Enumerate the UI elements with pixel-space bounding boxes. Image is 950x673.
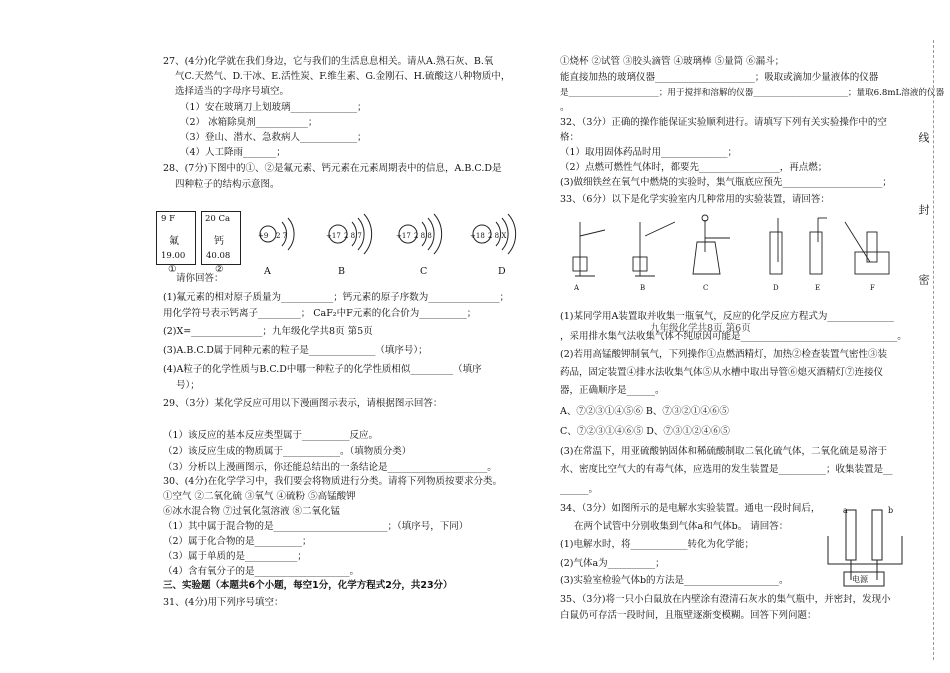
q32-line: (3)做细铁丝在氧气中燃烧的实验时，集气瓶底应预先_____________________；	[560, 177, 892, 188]
q32-line: 格：	[560, 132, 580, 143]
q27-line: （3）登山、潜水、急救病人____________；	[180, 132, 367, 143]
q33-intro: 33、（6分）以下是化学实验室内几种常用的实验装置，请回答：	[560, 194, 830, 205]
card-index: ②	[215, 264, 224, 275]
q33-line: 水、密度比空气大的有毒气体，应选用的发生装置是__________；收集装置是__	[560, 464, 893, 475]
atom-b-label: B	[338, 266, 345, 277]
atom-d-label: D	[498, 266, 506, 277]
q28-line: 号）；	[176, 380, 200, 391]
q34-line: (1)电解水时，将____________转化为化学能；	[560, 539, 754, 550]
atom-c-shells: 2 8 8	[414, 232, 432, 240]
q31-line: 是_____________________；用于搅拌和溶解的仪器______________________；量取6.8mL溶液的仪器	[560, 88, 945, 98]
q30-line: 30、(4分)在化学学习中，我们要会将物质进行分类。请将下列物质按要求分类。	[163, 476, 503, 487]
lab-apparatus-figure	[565, 212, 905, 282]
element-name: 氟	[169, 236, 179, 247]
q30-line: （4）含有氧分子的是____________________。	[163, 566, 360, 577]
q27-line: （4）人工降雨_______；	[180, 147, 286, 158]
q33-line: ，采用排水集气法收集气体不纯原因可能是_________________________________。	[560, 331, 907, 342]
q34-line: 34、（3分）如图所示的是电解水实验装置。通电一段时间后，	[560, 503, 821, 514]
atom-c-nucleus: +17	[396, 232, 411, 240]
q29-line: （2）该反应生成的物质属于____________。（填物质分类）	[163, 446, 412, 457]
atom-b-shells: 2 8 7	[344, 232, 362, 240]
gas-a-label: a	[843, 506, 848, 515]
q31-line: 。	[560, 102, 570, 113]
q27-line: 气C.天然气、D.干冰、E.活性炭、F.维生素、G.金刚石、H.硫酸这八种物质中，	[175, 71, 511, 82]
q28-line: (1)氟元素的相对原子质量为___________；钙元素的原子序数为_______________；	[163, 292, 509, 303]
atom-c-label: C	[420, 266, 428, 277]
atomic-mass: 19.00	[161, 251, 186, 261]
element-card-calcium	[201, 211, 241, 265]
q33-option: A、⑦②③①④⑤⑥ B、⑦③②①④⑥⑤	[560, 406, 729, 417]
power-source-label: 电源	[852, 575, 868, 584]
binding-line	[933, 40, 935, 660]
q30-line: （2）属于化合物的是__________；	[163, 536, 312, 547]
q33-line: (1)某同学用A装置取并收集一瓶氧气，反应的化学反应方程式为______________	[560, 311, 894, 322]
atom-d-nucleus: +18	[470, 232, 485, 240]
q33-line: ______。	[560, 484, 599, 495]
q35-line: 35、（3分)将一只小白鼠放在内壁涂有澄清石灰水的集气瓶中，并密封，发现小	[560, 594, 891, 605]
apparatus-label: C	[703, 284, 709, 292]
gas-b-label: b	[888, 506, 894, 515]
q28-line: 28、(7分)下图中的①、②是氟元素、钙元素在元素周期表中的信息，A.B.C.D是	[163, 163, 502, 174]
q31-line: 能直接加热的玻璃仪器_____________________；吸取或滴加少量液体的仪器	[560, 72, 879, 83]
binding-label-line: 线	[917, 132, 930, 143]
atomic-number: 9 F	[161, 214, 176, 224]
q27-line: （2） 冰箱除臭剂___________；	[180, 117, 318, 128]
apparatus-label: F	[870, 284, 875, 292]
atom-a-label: A	[264, 266, 271, 277]
q28-line: (3)A.B.C.D属于同种元素的粒子是______________（填序号）；	[163, 345, 428, 356]
q33-line: (3)在常温下，用亚硫酸钠固体和稀硫酸制取二氧化硫气体，二氧化硫是易溶于	[560, 446, 887, 457]
q28-prompt: 请你回答：	[176, 273, 224, 284]
page-footer-5: 九年级化学共8页 第5页	[272, 326, 373, 337]
section-heading: 三、实验题（本题共6个小题，每空1分，化学方程式2分，共23分）	[163, 580, 453, 591]
q30-line: ⑥冰水混合物 ⑦过氧化氢溶液 ⑧二氧化锰	[163, 506, 341, 517]
q31-intro: 31、(4分)用下列序号填空：	[163, 597, 284, 608]
q27-line: （1）安在玻璃刀上划玻璃______________；	[180, 102, 367, 113]
binding-label-secret: 密	[917, 274, 930, 285]
q34-line: (3)实验室检验气体b的方法是____________________。	[560, 575, 789, 586]
apparatus-label: D	[773, 284, 779, 292]
q33-line: 药品，固定装置④排水法收集气体⑤从水槽中取出导管⑥熄灭酒精灯⑦连接仪	[560, 367, 884, 378]
q29-line: 29、（3分）某化学反应可用以下漫画图示表示，请根据图示回答：	[163, 398, 443, 409]
apparatus-label: B	[640, 284, 646, 292]
atom-a-shells: 2 7	[276, 232, 288, 240]
page-footer-6: 九年级化学共8页 第6页	[650, 323, 751, 334]
q28-line: 用化学符号表示钙离子_________； CaF₂中F元素的化合价为__________；	[163, 308, 477, 319]
element-name: 钙	[214, 236, 224, 247]
q30-line: ①空气 ②二氧化硫 ③氧气 ④硫粉 ⑤高锰酸钾	[163, 491, 356, 502]
q28-line: (4)A粒子的化学性质与B.C.D中哪一种粒子的化学性质相似_________（填序	[163, 364, 482, 375]
element-card-fluorine	[156, 211, 196, 265]
q32-line: （2）点燃可燃性气体时，都要先_________________，再点燃；	[560, 162, 828, 173]
q27-line: 选择适当的字母序号填空。	[175, 86, 290, 97]
card-index: ①	[168, 264, 177, 275]
atomic-mass: 40.08	[206, 251, 231, 261]
apparatus-label: E	[815, 284, 821, 292]
q31-line: ①烧杯 ②试管 ③胶头滴管 ④玻璃棒 ⑤量筒 ⑥漏斗；	[560, 56, 785, 67]
q33-line: 器，正确顺序是______。	[560, 385, 665, 396]
q28-line: 四种粒子的结构示意图。	[175, 179, 280, 190]
q29-line: （1）该反应的基本反应类型属于__________反应。	[163, 430, 379, 441]
atom-b-nucleus: +17	[326, 232, 341, 240]
apparatus-label: A	[574, 284, 580, 292]
q35-line: 白鼠仍可存活一段时间，且瓶壁逐渐变模糊。回答下列问题：	[560, 610, 817, 621]
q30-line: （1）其中属于混合物的是________________________；（填序号，下同）	[163, 521, 469, 532]
atom-a-nucleus: +9	[258, 232, 269, 240]
q33-option: C、⑦②③①④⑥⑤ D、⑦③①②④⑥⑤	[560, 426, 730, 437]
q30-line: （3）属于单质的是___________；	[163, 551, 307, 562]
q29-line: （3）分析以上漫画图示，你还能总结出的一条结论是_____________________。	[163, 462, 497, 473]
binding-label-seal: 封	[917, 204, 930, 215]
q32-line: （1）取用固体药品时用______________；	[560, 147, 738, 158]
q34-line: (2)气体a为__________；	[560, 558, 665, 569]
q33-line: (2)若用高锰酸钾制氧气，下列操作①点燃酒精灯，加热②检查装置气密性③装	[560, 349, 887, 360]
atomic-number: 20 Ca	[205, 214, 231, 224]
q32-line: 32、（3分）正确的操作能保证实验顺利进行。请填写下列有关实验操作中的空	[560, 117, 887, 128]
q27-line: 27、(4分)化学就在我们身边，它与我们的生活息息相关。请从A.熟石灰、B.氧	[163, 56, 494, 67]
q34-line: 在两个试管中分别收集到气体a和气体b。 请回答：	[574, 521, 789, 532]
q28-line: (2)X=_______________；	[163, 326, 272, 337]
atom-d-shells: 2 8 X	[488, 232, 507, 240]
